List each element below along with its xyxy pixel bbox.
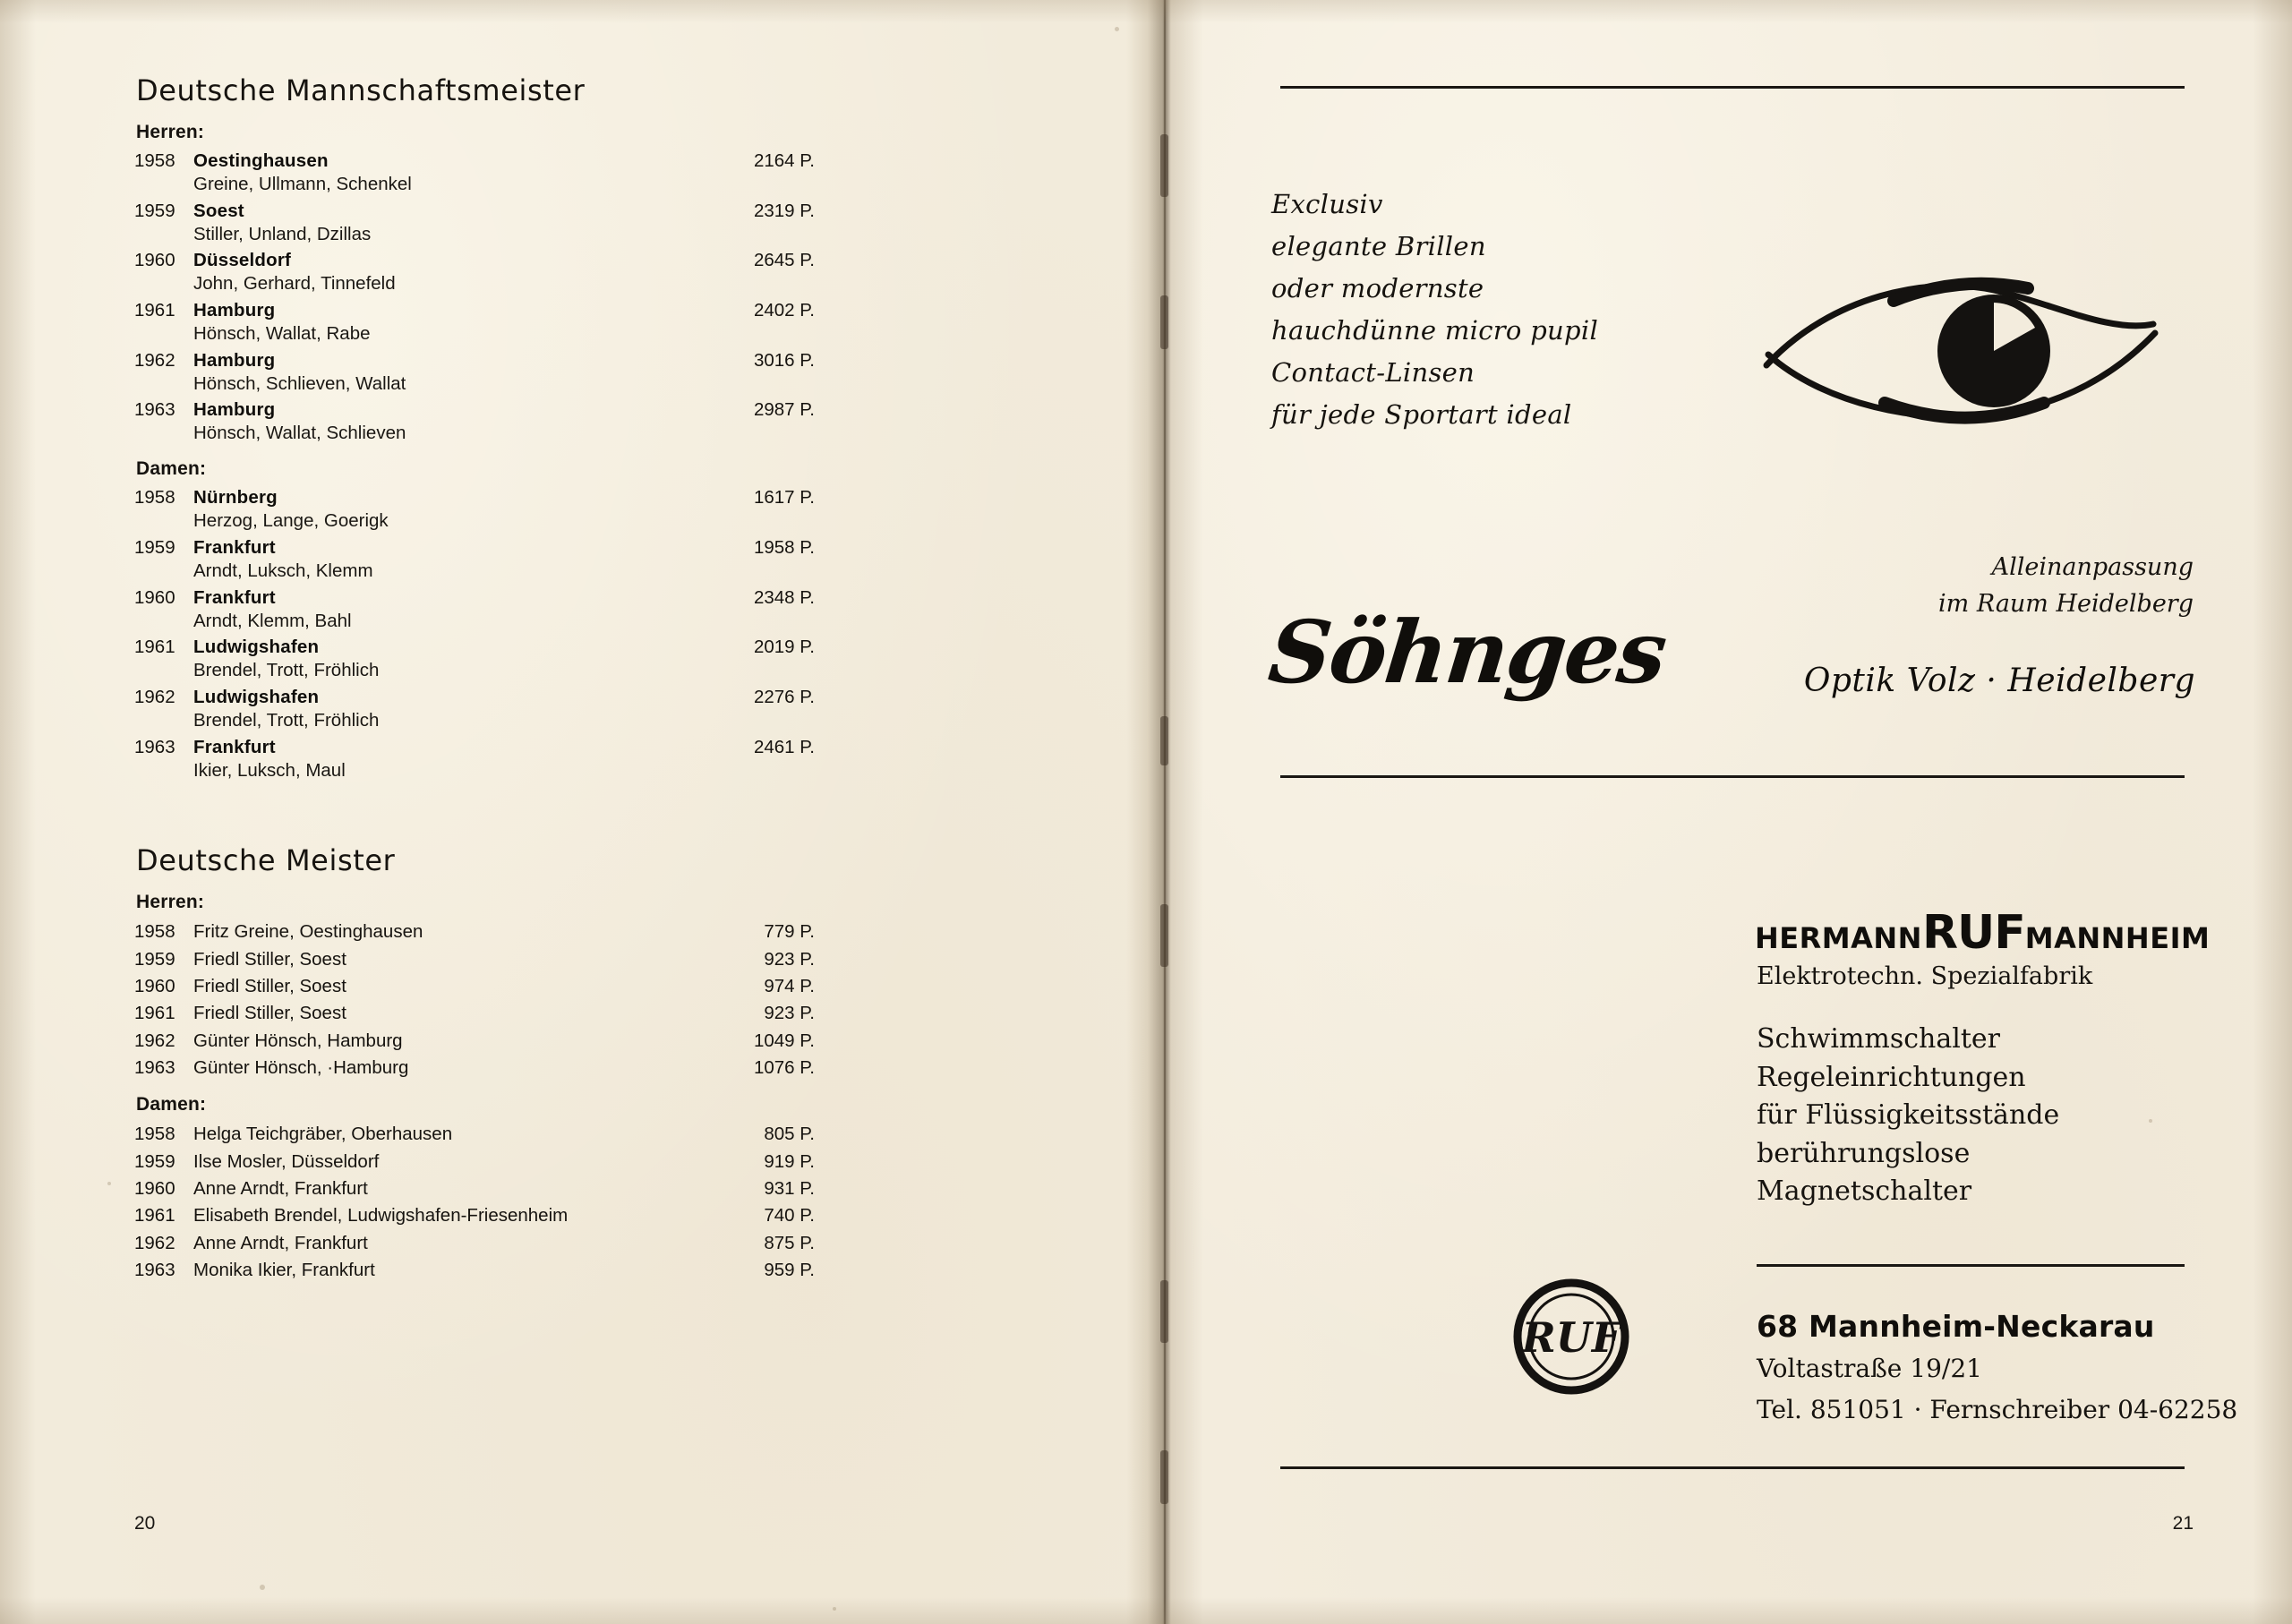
entry-club: Hamburg	[193, 349, 276, 371]
ruf-product-list	[1757, 1021, 2059, 1211]
entry-year: 1958	[134, 921, 175, 943]
entry-year: 1963	[134, 1259, 175, 1280]
list-item	[134, 1257, 815, 1284]
entry-members: Herzog, Lange, Goerigk	[193, 510, 389, 532]
entry-points: 959 P.	[764, 1259, 815, 1280]
ruf-wordmark	[1755, 906, 2210, 960]
entry-year: 1960	[134, 1177, 175, 1199]
entry-year: 1960	[134, 250, 175, 271]
divider-middle	[1280, 775, 2185, 778]
entry-name: Anne Arndt, Frankfurt	[193, 1232, 368, 1253]
group-label-herren-team: Herren:	[136, 122, 205, 142]
entry-points: 2164 P.	[753, 150, 815, 171]
ruf-address-street: Voltastraße 19/21	[1757, 1354, 1982, 1383]
entry-members: Hönsch, Schlieven, Wallat	[193, 372, 406, 394]
entry-members: Brendel, Trott, Fröhlich	[193, 660, 380, 681]
entry-name: Fritz Greine, Oestinghausen	[193, 921, 423, 943]
entry-points: 923 P.	[764, 948, 815, 970]
list-item	[134, 485, 815, 534]
entry-name: Günter Hönsch, ·Hamburg	[193, 1056, 409, 1078]
entry-club: Düsseldorf	[193, 250, 292, 271]
ad-line: für jede Sportart ideal	[1271, 398, 1572, 430]
ad-soehnges-note	[1938, 550, 2194, 622]
list-item	[134, 635, 815, 683]
entry-members: Hönsch, Wallat, Rabe	[193, 323, 371, 345]
list-item	[134, 149, 815, 197]
entry-year: 1963	[134, 1056, 175, 1078]
entry-year: 1959	[134, 1150, 175, 1172]
entry-year: 1958	[134, 1124, 175, 1145]
entry-name: Friedl Stiller, Soest	[193, 1003, 346, 1024]
entry-points: 2461 P.	[753, 736, 815, 757]
ruf-brand: RUF	[1921, 906, 2025, 960]
ad-line: hauchdünne micro pupil	[1271, 314, 1599, 346]
list-item	[134, 199, 815, 247]
list-item	[134, 348, 815, 397]
page-number-left: 20	[134, 1513, 156, 1534]
list-item	[134, 585, 815, 634]
entry-points: 923 P.	[764, 1003, 815, 1024]
list-item	[134, 1055, 815, 1081]
entry-members: Arndt, Klemm, Bahl	[193, 610, 352, 631]
entry-members: Arndt, Luksch, Klemm	[193, 560, 373, 581]
list-item	[134, 1149, 815, 1175]
entry-name: Friedl Stiller, Soest	[193, 975, 346, 996]
ruf-address-city: 68 Mannheim-Neckarau	[1757, 1309, 2155, 1344]
ruf-product: Regeleinrichtungen	[1757, 1061, 2026, 1093]
left-page-content	[134, 73, 815, 1284]
entry-points: 2276 P.	[753, 686, 815, 707]
entry-points: 875 P.	[764, 1232, 815, 1253]
ruf-prefix: HERMANN	[1755, 921, 1922, 955]
entry-name: Ilse Mosler, Düsseldorf	[193, 1150, 380, 1172]
entry-year: 1962	[134, 1232, 175, 1253]
entry-points: 2402 P.	[753, 300, 815, 321]
entry-points: 2319 P.	[753, 200, 815, 221]
single-list-damen	[134, 1121, 815, 1284]
entry-members: Stiller, Unland, Dzillas	[193, 223, 372, 244]
list-item	[134, 298, 815, 346]
entry-year: 1960	[134, 586, 175, 608]
entry-points: 1076 P.	[753, 1056, 815, 1078]
entry-club: Ludwigshafen	[193, 686, 320, 707]
group-label-damen-single: Damen:	[136, 1094, 207, 1115]
entry-points: 2987 P.	[753, 399, 815, 421]
team-list-herren	[134, 149, 815, 446]
list-item	[134, 1121, 815, 1148]
entry-year: 1959	[134, 948, 175, 970]
ruf-address-tel: Tel. 851051 · Fernschreiber 04-62258	[1757, 1395, 2238, 1424]
entry-points: 3016 P.	[753, 349, 815, 371]
entry-year: 1960	[134, 975, 175, 996]
entry-name: Elisabeth Brendel, Ludwigshafen-Friesenheim	[193, 1205, 569, 1227]
entry-members: Hönsch, Wallat, Schlieven	[193, 423, 406, 444]
list-item	[134, 1202, 815, 1229]
entry-points: 919 P.	[764, 1150, 815, 1172]
list-item	[134, 685, 815, 733]
entry-year: 1961	[134, 300, 175, 321]
ad-line: oder modernste	[1271, 272, 1484, 303]
soehnges-wordmark: Söhnges	[1264, 602, 1671, 703]
ruf-suffix: MANNHEIM	[2024, 921, 2211, 955]
entry-club: Nürnberg	[193, 487, 278, 509]
entry-points: 1958 P.	[753, 536, 815, 558]
entry-name: Anne Arndt, Frankfurt	[193, 1177, 368, 1199]
ad-line: Contact-Linsen	[1271, 356, 1475, 388]
page-number-right: 21	[2172, 1513, 2194, 1534]
entry-points: 740 P.	[764, 1205, 815, 1227]
entry-points: 1617 P.	[753, 487, 815, 509]
list-item	[134, 946, 815, 973]
ruf-logo-icon	[1504, 1269, 1638, 1408]
entry-members: Ikier, Luksch, Maul	[193, 759, 346, 781]
list-item	[134, 397, 815, 446]
group-label-herren-single: Herren:	[136, 892, 205, 913]
team-list-damen	[134, 485, 815, 782]
entry-year: 1962	[134, 1030, 175, 1051]
entry-points: 931 P.	[764, 1177, 815, 1199]
divider-bottom	[1280, 1466, 2185, 1469]
ad-line: Exclusiv	[1271, 189, 1383, 219]
entry-year: 1961	[134, 1205, 175, 1227]
entry-name: Friedl Stiller, Soest	[193, 948, 346, 970]
divider-top	[1280, 86, 2185, 89]
entry-points: 974 P.	[764, 975, 815, 996]
list-item	[134, 535, 815, 584]
ruf-product: für Flüssigkeitsstände	[1757, 1099, 2060, 1132]
entry-points: 2019 P.	[753, 637, 815, 658]
entry-club: Ludwigshafen	[193, 637, 320, 658]
ad-note-line1: Alleinanpassung	[1991, 553, 2194, 581]
entry-year: 1961	[134, 1003, 175, 1024]
ad-soehnges-retailer: Optik Volz · Heidelberg	[1803, 662, 2195, 699]
group-label-damen-team: Damen:	[136, 458, 207, 480]
entry-name: Monika Ikier, Frankfurt	[193, 1259, 375, 1280]
page-title-mannschaftsmeister: Deutsche Mannschaftsmeister	[136, 73, 586, 107]
eye-logo-icon	[1759, 269, 2162, 452]
ad-note-line2: im Raum Heidelberg	[1938, 589, 2194, 618]
entry-club: Frankfurt	[193, 736, 276, 757]
entry-club: Oestinghausen	[193, 150, 329, 171]
entry-year: 1961	[134, 637, 175, 658]
entry-year: 1959	[134, 200, 175, 221]
entry-points: 2348 P.	[753, 586, 815, 608]
entry-points: 805 P.	[764, 1124, 815, 1145]
list-item	[134, 1175, 815, 1202]
entry-year: 1959	[134, 536, 175, 558]
list-item	[134, 973, 815, 1000]
entry-name: Günter Hönsch, Hamburg	[193, 1030, 403, 1051]
divider-ruf-address	[1757, 1264, 2185, 1267]
ruf-product: Magnetschalter	[1757, 1175, 1972, 1208]
entry-year: 1963	[134, 736, 175, 757]
list-item	[134, 1230, 815, 1257]
ad-line: elegante Brillen	[1271, 230, 1486, 261]
entry-members: John, Gerhard, Tinnefeld	[193, 273, 396, 295]
entry-points: 1049 P.	[753, 1030, 815, 1051]
entry-year: 1958	[134, 150, 175, 171]
entry-points: 779 P.	[764, 921, 815, 943]
entry-year: 1958	[134, 487, 175, 509]
entry-year: 1962	[134, 686, 175, 707]
page-title-meister: Deutsche Meister	[136, 843, 396, 878]
list-item	[134, 1028, 815, 1055]
entry-members: Brendel, Trott, Fröhlich	[193, 709, 380, 731]
list-item	[134, 248, 815, 296]
entry-year: 1963	[134, 399, 175, 421]
svg-text:RUF: RUF	[1521, 1313, 1621, 1362]
list-item	[134, 735, 815, 783]
entry-club: Frankfurt	[193, 586, 276, 608]
ruf-subtitle: Elektrotechn. Spezialfabrik	[1757, 962, 2093, 990]
entry-points: 2645 P.	[753, 250, 815, 271]
entry-club: Hamburg	[193, 300, 276, 321]
ruf-product: Schwimmschalter	[1757, 1023, 2000, 1055]
entry-members: Greine, Ullmann, Schenkel	[193, 174, 412, 195]
entry-club: Soest	[193, 200, 244, 221]
single-list-herren	[134, 919, 815, 1081]
list-item	[134, 1000, 815, 1027]
entry-year: 1962	[134, 349, 175, 371]
ruf-product: berührungslose	[1757, 1137, 1971, 1169]
entry-club: Frankfurt	[193, 536, 276, 558]
list-item	[134, 919, 815, 945]
entry-club: Hamburg	[193, 399, 276, 421]
entry-name: Helga Teichgräber, Oberhausen	[193, 1124, 453, 1145]
